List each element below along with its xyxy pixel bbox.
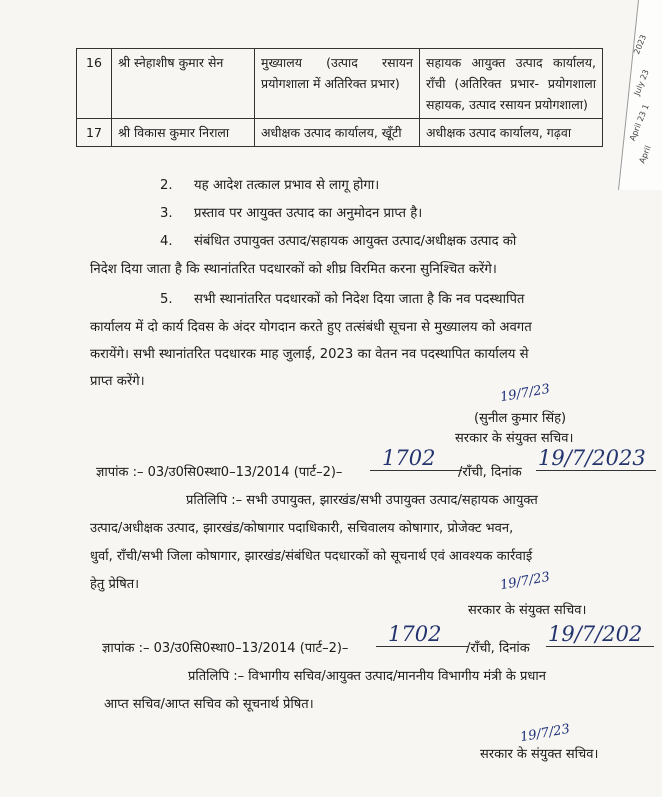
- copy-to-line: प्रतिलिपि :– विभागीय सचिव/आयुक्त उत्पाद/माननीय विभागीय मंत्री के प्रधान: [188, 669, 546, 684]
- signature-initial: 19/7/23: [499, 381, 552, 406]
- new-posting-cell: अधीक्षक उत्पाद कार्यालय, गढ़वा: [420, 119, 603, 147]
- paragraph-number: 4.: [160, 234, 173, 249]
- paragraph-text: संबंधित उपायुक्त उत्पाद/सहायक आयुक्त उत्पाद/अधीक्षक उत्पाद को: [194, 234, 517, 249]
- paragraph-text: सभी स्थानांतरित पदधारकों को निदेश दिया जाता है कि नव पदस्थापित: [194, 292, 525, 307]
- memo-number-line: [96, 462, 342, 480]
- side-fragment-text: 2023: [632, 33, 649, 56]
- paragraph-5-line: प्राप्त करेंगे।: [90, 374, 145, 389]
- table-row: [77, 119, 603, 147]
- memo-number-underline: [376, 646, 468, 647]
- paragraph-number: 3.: [160, 206, 173, 221]
- memo-place: /राँची, दिनांक: [466, 641, 530, 656]
- copy-to-line: धुर्वा, राँची/सभी जिला कोषागार, झारखंड/संबंधित पदधारकों को सूचनार्थ एवं आवश्यक कार्रवाई: [90, 549, 533, 564]
- memo-place: /राँची, दिनांक: [458, 465, 522, 480]
- paragraph-text: यह आदेश तत्काल प्रभाव से लागू होगा।: [194, 178, 380, 193]
- copy-to-line: हेतु प्रेषित।: [90, 577, 140, 592]
- signature-initial: 19/7/23: [499, 569, 552, 594]
- paragraph-4: [160, 228, 516, 256]
- paragraph-2: [160, 172, 379, 200]
- memo-number-line: [102, 638, 348, 656]
- copy-to-line: प्रतिलिपि :– सभी उपायुक्त, झारखंड/सभी उपायुक्त उत्पाद/सहायक आयुक्त: [186, 493, 538, 508]
- side-fragment-text: July 23: [632, 68, 651, 97]
- memo-date-underline: [536, 470, 656, 471]
- memo-date-underline: [546, 646, 654, 647]
- signatory-name: (सुनील कुमार सिंह): [474, 411, 567, 426]
- paragraph-5: [160, 286, 524, 314]
- table-row: [77, 49, 603, 119]
- side-paper-fragment: [610, 0, 662, 190]
- memo-prefix: ज्ञापांक :– 03/उ0सि0स्था0–13/2014 (पार्ट–2)–: [96, 465, 343, 480]
- memo-number-underline: [370, 470, 462, 471]
- paragraph-4-continuation: निदेश दिया जाता है कि स्थानांतरित पदधारकों को शीघ्र विरमित करना सुनिश्चित करेंगे।: [90, 262, 497, 277]
- paragraph-number: 5.: [160, 292, 173, 307]
- side-fragment-text: April 23 1: [627, 102, 651, 143]
- signatory-designation: सरकार के संयुक्त सचिव।: [455, 431, 574, 446]
- paragraph-3: [160, 200, 422, 228]
- side-fragment-text: April: [637, 144, 653, 165]
- memo-number-handwritten: 1702: [388, 622, 442, 646]
- serial-number-cell: 17: [77, 119, 112, 147]
- memo-date-handwritten: 19/7/202: [548, 622, 643, 646]
- signature-initial: 19/7/23: [519, 721, 572, 746]
- transfer-table: [76, 48, 603, 147]
- paragraph-5-line: करायेंगे। सभी स्थानांतरित पदधारक माह जुलाई, 2023 का वेतन नव पदस्थापित कार्यालय से: [90, 347, 529, 362]
- serial-number-cell: 16: [77, 49, 112, 119]
- paragraph-number: 2.: [160, 178, 173, 193]
- current-posting-cell: अधीक्षक उत्पाद कार्यालय, खूँटी: [255, 119, 420, 147]
- officer-name-cell: श्री स्नेहाशीष कुमार सेन: [112, 49, 255, 119]
- copy-to-line: उत्पाद/अधीक्षक उत्पाद, झारखंड/कोषागार पदाधिकारी, सचिवालय कोषागार, प्रोजेक्ट भवन,: [90, 521, 514, 536]
- officer-name-cell: श्री विकास कुमार निराला: [112, 119, 255, 147]
- new-posting-cell: सहायक आयुक्त उत्पाद कार्यालय, राँची (अतिरिक्त प्रभार- प्रयोगशाला सहायक, उत्पाद रसायन प्रयोगशाला): [420, 49, 603, 119]
- current-posting-cell: मुख्यालय (उत्पाद रसायन प्रयोगशाला में अतिरिक्त प्रभार): [255, 49, 420, 119]
- paragraph-text: प्रस्ताव पर आयुक्त उत्पाद का अनुमोदन प्राप्त है।: [194, 206, 423, 221]
- copy-to-line: आप्त सचिव/आप्त सचिव को सूचनार्थ प्रेषित।: [104, 697, 314, 712]
- memo-date-handwritten: 19/7/2023: [538, 446, 646, 470]
- signatory-designation: सरकार के संयुक्त सचिव।: [468, 603, 587, 618]
- signatory-designation: सरकार के संयुक्त सचिव।: [480, 747, 599, 762]
- paragraph-5-line: कार्यालय में दो कार्य दिवस के अंदर योगदान करते हुए तत्संबंधी सूचना से मुख्यालय को अवगत: [90, 320, 532, 335]
- memo-number-handwritten: 1702: [382, 446, 436, 470]
- memo-prefix: ज्ञापांक :– 03/उ0सि0स्था0–13/2014 (पार्ट–2)–: [102, 641, 349, 656]
